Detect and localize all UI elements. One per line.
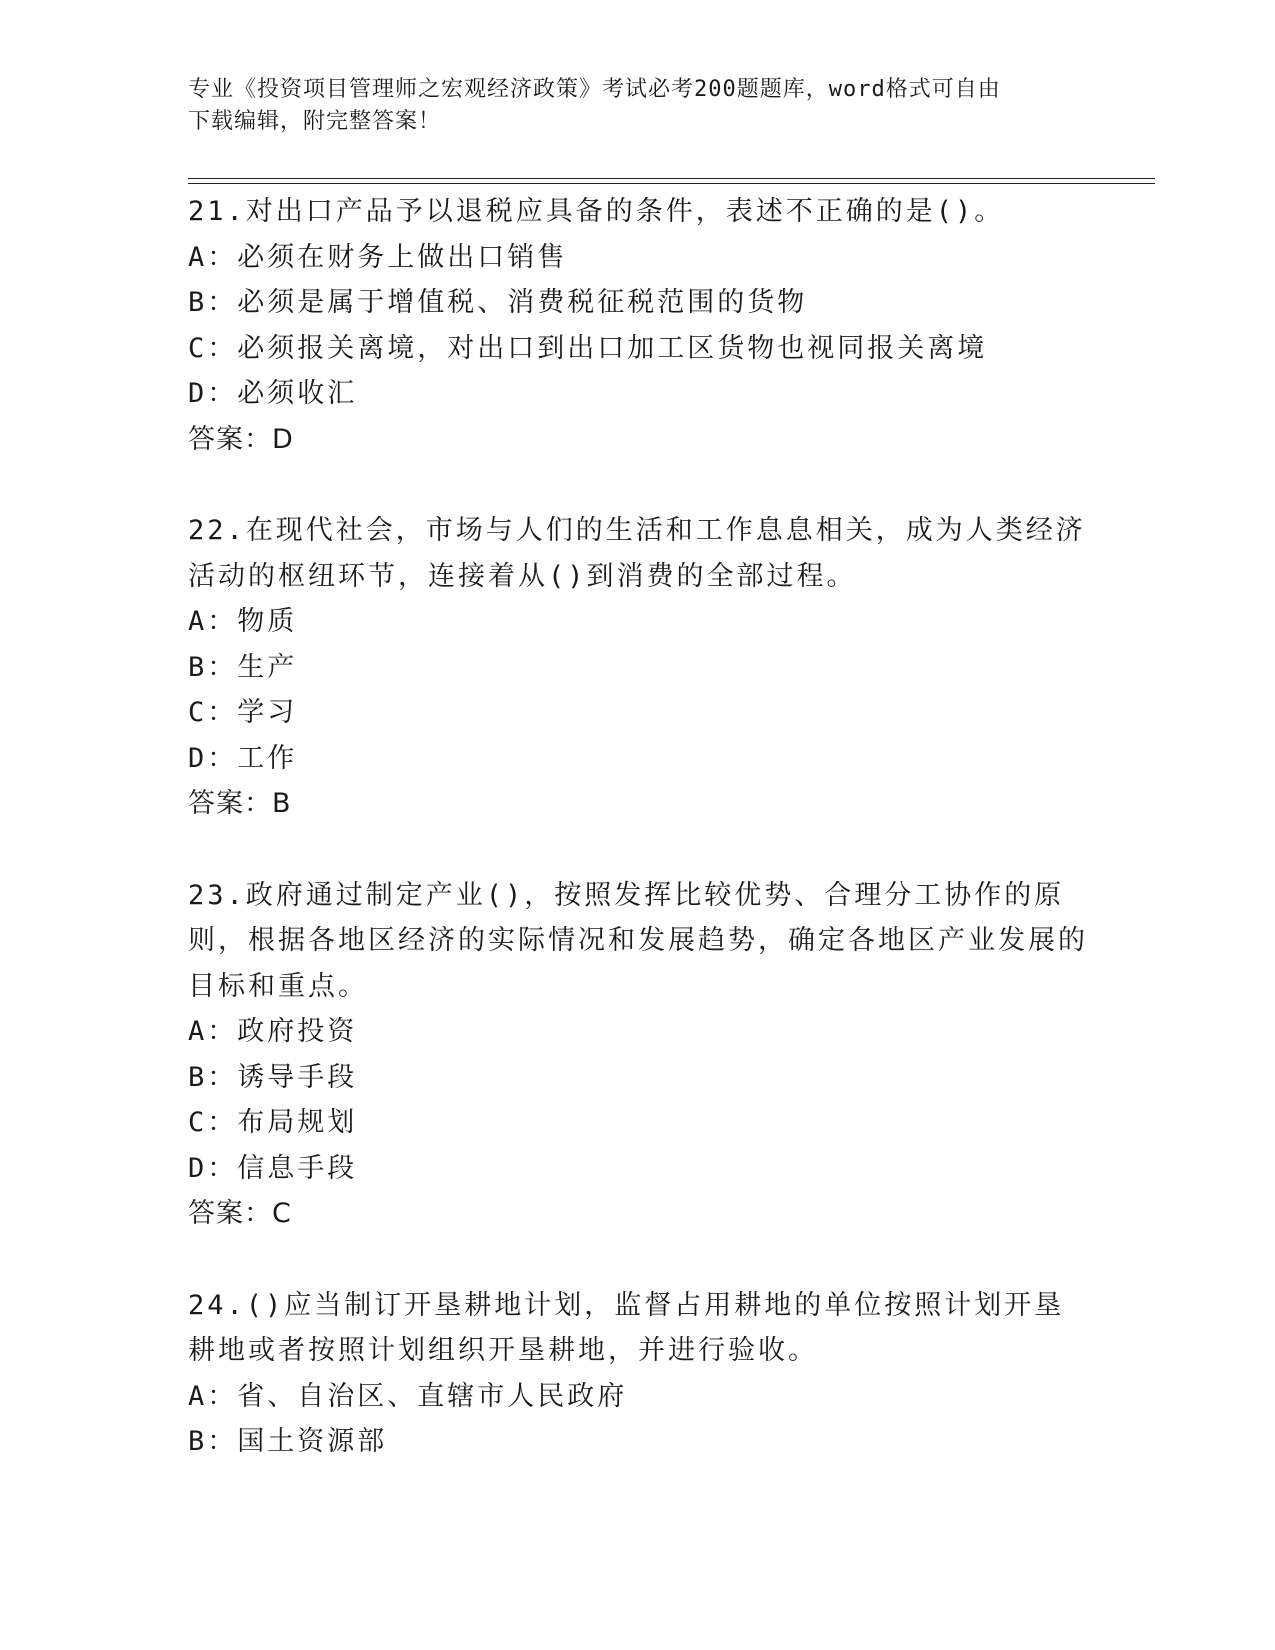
option-d: D：信息手段 [188, 1152, 358, 1184]
option-b: B：生产 [188, 651, 298, 683]
option-c: C：布局规划 [188, 1107, 358, 1138]
answer: 答案：B [188, 788, 292, 819]
header-divider-bottom [188, 183, 1155, 184]
option-d: D：工作 [188, 742, 298, 774]
header-line-2: 下载编辑，附完整答案！ [188, 109, 442, 134]
header-divider-top [188, 178, 1155, 179]
option-b: B：国土资源部 [188, 1426, 388, 1457]
option-a: A：政府投资 [188, 1016, 358, 1047]
answer: 答案：D [188, 423, 294, 455]
option-a: A：必须在财务上做出口销售 [188, 241, 568, 273]
question-23 [188, 873, 1088, 1237]
question-stem: 23.政府通过制定产业()，按照发挥比较优势、合理分工协作的原则，根据各地区经济的实际情况和发展趋势，确定各地区产业发展的目标和重点。 [188, 879, 1088, 1002]
header-line-1: 专业《投资项目管理师之宏观经济政策》考试必考200题题库，word格式可自由 [188, 77, 1001, 102]
option-a: A：物质 [188, 606, 298, 637]
question-stem: 21.对出口产品予以退税应具备的条件，表述不正确的是()。 [188, 196, 1005, 227]
question-stem: 24.()应当制订开垦耕地计划，监督占用耕地的单位按照计划开垦耕地或者按照计划组织开垦耕地，并进行验收。 [188, 1289, 1065, 1366]
option-c: C：必须报关离境，对出口到出口加工区货物也视同报关离境 [188, 332, 988, 364]
option-b: B：诱导手段 [188, 1061, 358, 1093]
answer: 答案：C [188, 1198, 292, 1229]
question-21 [188, 189, 1088, 462]
question-stem: 22.在现代社会，市场与人们的生活和工作息息相关，成为人类经济活动的枢纽环节，连接着从()到消费的全部过程。 [188, 515, 1086, 592]
question-24 [188, 1283, 1088, 1465]
option-a: A：省、自治区、直辖市人民政府 [188, 1380, 628, 1412]
document-header [188, 74, 1088, 138]
question-22 [188, 508, 1088, 827]
question-list [188, 189, 1088, 1511]
option-c: C：学习 [188, 697, 298, 728]
option-d: D：必须收汇 [188, 378, 358, 409]
option-b: B：必须是属于增值税、消费税征税范围的货物 [188, 287, 808, 318]
